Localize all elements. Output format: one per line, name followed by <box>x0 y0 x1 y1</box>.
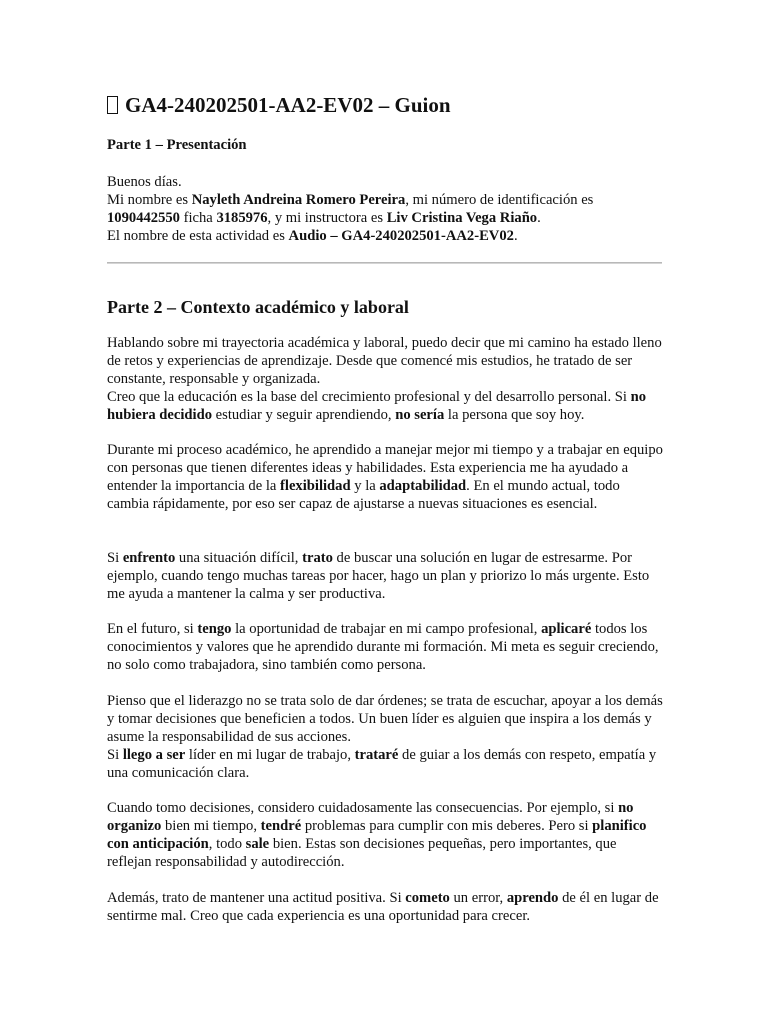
student-name: Nayleth Andreina Romero Pereira <box>191 191 406 208</box>
ficha-number: 3185976 <box>216 209 268 226</box>
id-number: 1090442550 <box>107 209 180 226</box>
paragraph-1: Hablando sobre mi trayectoria académica y laboral, puedo decir que mi camino ha estado lleno de retos y experiencias de aprendizaje. Desde que comencé mis estudios, he tratado de ser constante, responsable y organizada. Creo que la educación es la base del crecimiento profesional y del desarrollo personal. Si no hubiera decidido estudiar y seguir aprendiendo, no sería la persona que soy hoy. <box>107 335 662 423</box>
activity-line: El nombre de esta actividad es Audio – GA4-240202501-AA2-EV02. <box>107 227 518 244</box>
paragraph-5: Pienso que el liderazgo no se trata solo de dar órdenes; se trata de escuchar, apoyar a los demás y tomar decisiones que beneficien a todos. Un buen líder es alguien que inspira a los demás y asume la responsabilidad de sus acciones. Si llego a ser líder en mi lugar de trabajo, trataré de guiar a los demás con respeto, empatía y una comunicación clara. <box>107 693 663 781</box>
greeting: Buenos días. <box>107 174 182 190</box>
part1-presentation <box>107 174 663 246</box>
name-line: Mi nombre es Nayleth Andreina Romero Pereira, mi número de identificación es <box>107 191 594 208</box>
horizontal-divider <box>107 262 662 264</box>
document-icon <box>107 96 118 114</box>
part2-heading: Parte 2 – Contexto académico y laboral <box>107 297 409 317</box>
paragraph-2: Durante mi proceso académico, he aprendido a manejar mejor mi tiempo y a trabajar en equipo con personas que tienen diferentes ideas y habilidades. Esta experiencia me ha ayudado a entender la importancia de la flexibilidad y la adaptabilidad. En el mundo actual, todo cambia rápidamente, por eso ser capaz de ajustarse a nuevas situaciones es esencial. <box>107 442 663 512</box>
activity-name: Audio – GA4-240202501-AA2-EV02 <box>288 227 514 244</box>
paragraph-4: En el futuro, si tengo la oportunidad de trabajar en mi campo profesional, aplicaré todos los conocimientos y valores que he aprendido durante mi formación. Mi meta es seguir creciendo, no solo como trabajadora, sino también como persona. <box>107 621 659 673</box>
paragraph-6: Cuando tomo decisiones, considero cuidadosamente las consecuencias. Por ejemplo, si no organizo bien mi tiempo, tendré problemas para cumplir con mis deberes. Pero si planifico con anticipación, todo sale bien. Estas son decisiones pequeñas, pero importantes, que reflejan responsabilidad y autodirección. <box>107 800 647 870</box>
instructor-name: Liv Cristina Vega Riaño <box>386 209 538 226</box>
document-title: GA4-240202501-AA2-EV02 – Guion <box>107 92 451 118</box>
part1-heading: Parte 1 – Presentación <box>107 137 247 153</box>
paragraph-3: Si enfrento una situación difícil, trato de buscar una solución en lugar de estresarme. Por ejemplo, cuando tengo muchas tareas por hacer, hago un plan y priorizo lo más urgente. Esto me ayuda a mantener la calma y ser productiva. <box>107 550 650 602</box>
paragraph-7: Además, trato de mantener una actitud positiva. Si cometo un error, aprendo de él en lugar de sentirme mal. Creo que cada experiencia es una oportunidad para crecer. <box>107 890 659 924</box>
id-line: 1090442550 ficha 3185976, y mi instructora es Liv Cristina Vega Riaño. <box>107 209 541 226</box>
